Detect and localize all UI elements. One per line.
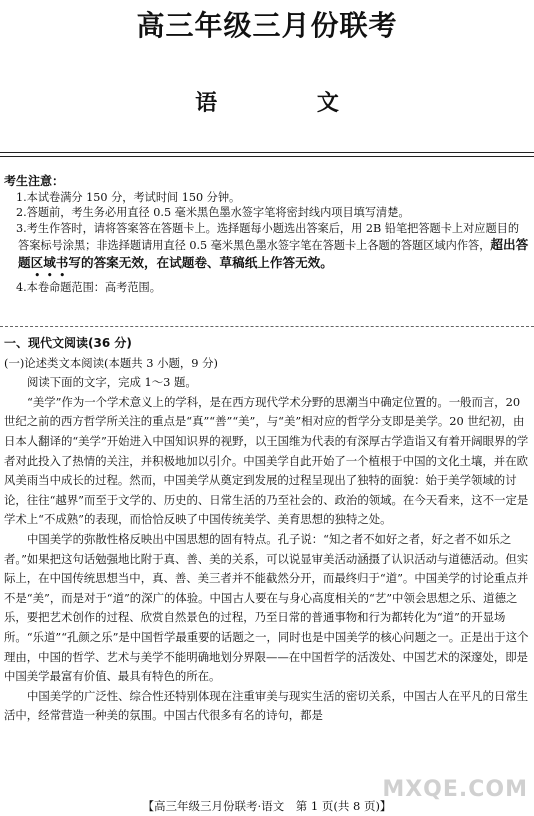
- instruction-text: 阅读下面的文字，完成 1～3 题。: [27, 375, 197, 390]
- notice-item-4: 4.本卷命题范围：高考范围。: [16, 281, 161, 295]
- emphasis-dots: •••: [34, 269, 72, 283]
- notice-item-3-emphasis: 超出答题区域书写的答案无效，在试题卷、草稿纸上作答无效。: [18, 237, 529, 271]
- subject-title: 语 文: [195, 91, 385, 116]
- passage-paragraph-2: 中国美学的弥散性格反映出中国思想的固有特点。孔子说：“知之者不如好之者，好之者不如乐之者。”如果把这句话勉强地比附于真、善、美的关系，可以说显审美活动涵摄了认识活动与道德活动。但实际上，在中国传统思想当中，真、善、美三者并不能截然分开，而最终归于“道”。中国美学的讨论重点并不是“美”，而是对于“道”的深广的体验。中国古人要在与身心高度相关的“艺”中领会思想之乐、道德之乐，要把艺术创作的过程、欣赏自然景色的过程，乃至日常的普通事物和行为都转化为“道”的开显场所。“乐道”“孔颜之乐”是中国哲学最重要的话题之一，同时也是中国美学的核心问题之一。正是出于这个理由，中国的哲学、艺术与美学不能明确地划分界限——在中国哲学的活泼处、中国艺术的深邃处，即是中国美学最富有价值、最具有特色的所在。: [4, 531, 529, 684]
- subsection-heading: (一)论述类文本阅读(本题共 3 小题，9 分): [4, 355, 218, 370]
- watermark-logo: MXQE.COM: [382, 777, 528, 802]
- reading-passage: [4, 334, 530, 726]
- notice-heading: 考生注意：: [4, 174, 65, 188]
- section-heading: 一、现代文阅读(36 分): [4, 336, 132, 350]
- passage-paragraph-3: 中国美学的广泛性、综合性还特别体现在注重审美与现实生活的密切关系，中国古人在平凡的日常生活中，经常营造一种美的氛围。中国古代很多有名的诗句，都是: [4, 688, 529, 723]
- passage-paragraph-1: “美学”作为一个学术意义上的学科，是在西方现代学术分野的思潮当中确定位置的。一般而言，20 世纪之前的西方哲学所关注的重点是“真”“善”“美”，与“美”相对应的哲学分支即是美学。20 世纪初，由日本人翻译的“美学”开始进入中国知识界的视野，以王国维为代表的有深厚古学造诣又有着开阔眼界的学者对此投入了热情的关注，并积极地加以引介。中国美学自此开始了一个植根于中国的文化土壤，并在欧风美雨当中成长的过程。然而，中国美学从奠定到发展的过程呈现出了独特的面貌：始于美学领域的讨论，往往“越界”而至于文学的、历史的、日常生活的乃至社会的、政治的领域。在今天看来，这不一定是学术上“不成熟”的表现，而恰恰反映了中国传统美学、美育思想的独特之处。: [4, 394, 529, 527]
- exam-notice: [4, 174, 530, 296]
- exam-title: 高三年级三月份联考: [136, 9, 398, 42]
- separator-line-top: [0, 152, 534, 153]
- notice-divider: [0, 326, 534, 327]
- notice-item-3: [4, 221, 530, 273]
- page-footer: 【高三年级三月份联考·语文 第 1 页(共 8 页)】: [142, 799, 392, 813]
- separator-line-bottom: [0, 156, 534, 157]
- notice-item-1: 1.本试卷满分 150 分，考试时间 150 分钟。: [16, 190, 241, 204]
- notice-item-3-text: 3.考生作答时，请将答案答在答题卡上。选择题每小题选出答案后，用 2B 铅笔把答题卡上对应题目的答案标号涂黑；非选择题请用直径 0.5 毫米黑色墨水签字笔在答题卡上各题的答题区域内作答，: [16, 221, 520, 253]
- notice-item-2: 2.答题前，考生务必用直径 0.5 毫米黑色墨水签字笔将密封线内项目填写清楚。: [16, 206, 410, 220]
